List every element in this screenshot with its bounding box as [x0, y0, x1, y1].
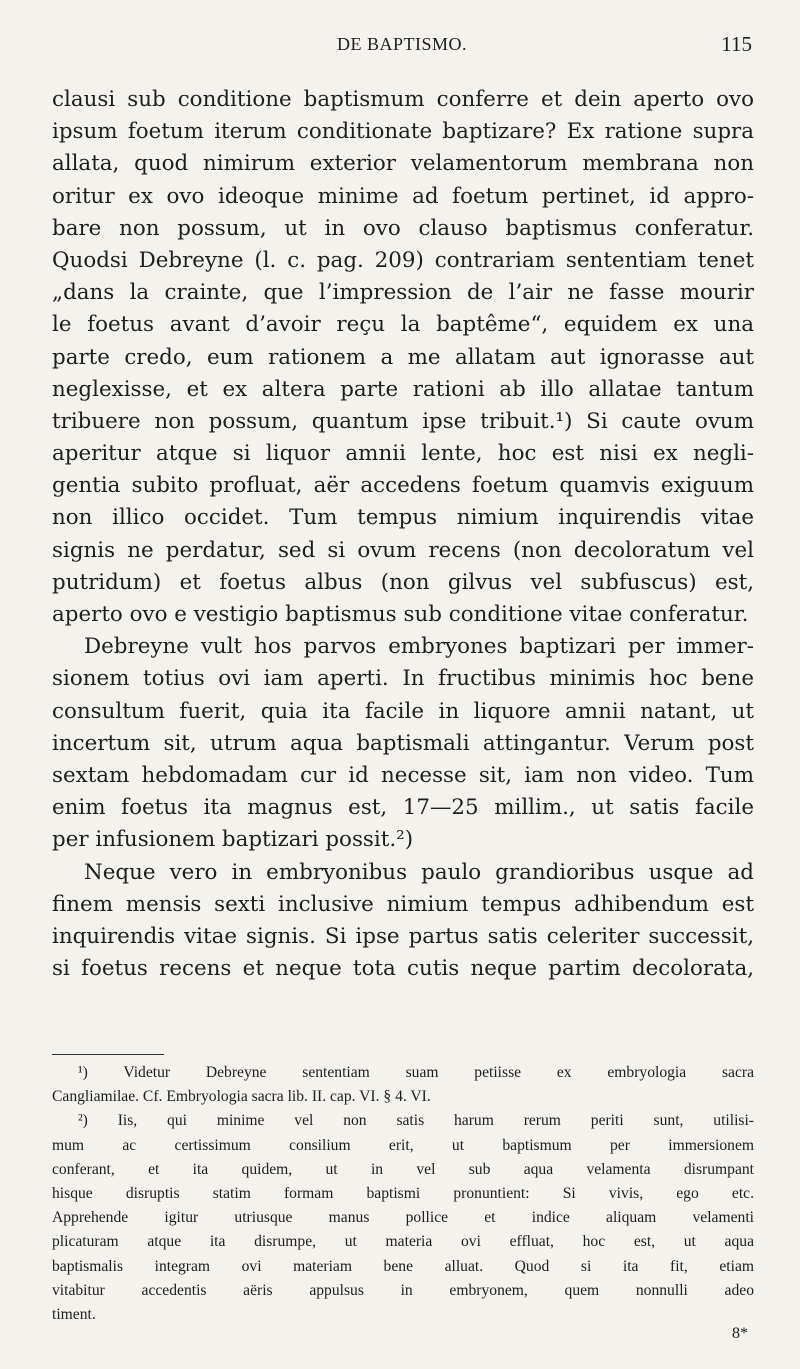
text-line: ipsum foetum iterum conditionate baptizare? Ex ratione supra [52, 119, 754, 145]
text-line: putridum) et foetus albus (non gilvus vel subfuscus) est, [52, 569, 754, 595]
text-line: sionem totius ovi iam aperti. In fructibus minimis hoc bene [52, 666, 754, 692]
text-line: neglexisse, et ex altera parte rationi ab illo allatae tantum [52, 376, 754, 402]
text-line: non illico occidet. Tum tempus nimium inquirendis vitae [52, 505, 754, 531]
text-line: enim foetus ita magnus est, 17—25 millim., ut satis facile [52, 795, 754, 821]
text-line: parte credo, eum rationem a me allatam aut ignorasse aut [52, 344, 754, 370]
text-line: finem mensis sexti inclusive nimium tempus adhibendum est [52, 891, 754, 917]
text-line: incertum sit, utrum aqua baptismali attingantur. Verum post [52, 730, 754, 756]
main-text [52, 84, 754, 985]
footnote-line: hisque disruptis statim formam baptismi pronuntient: Si vivis, ego etc. [52, 1184, 754, 1202]
text-line: tribuere non possum, quantum ipse tribuit.¹) Si caute ovum [52, 408, 754, 434]
text-line: „dans la crainte, que l’impression de l’air ne fasse mourir [52, 280, 754, 306]
text-line: allata, quod nimirum exterior velamentorum membrana non [52, 151, 754, 177]
footnote-line: ¹) Videtur Debreyne sententiam suam petiisse ex embryologia sacra [78, 1064, 754, 1081]
page-number: 115 [721, 32, 752, 56]
footnote-line: Cangliamilae. Cf. Embryologia sacra lib. II. cap. VI. § 4. VI. [52, 1088, 431, 1106]
footnotes [52, 1061, 754, 1327]
footnote-line: baptismalis integram ovi materiam bene alluat. Quod si ita fit, etiam [52, 1257, 754, 1275]
text-line: gentia subito profluat, aër accedens foetum quamvis exiguum [52, 473, 754, 499]
page-header [52, 26, 752, 66]
text-line: signis ne perdatur, sed si ovum recens (non decoloratum vel [52, 537, 754, 563]
footnote-line: timent. [52, 1305, 96, 1323]
text-line: clausi sub conditione baptismum conferre et dein aperto ovo [52, 87, 754, 112]
footnote-rule [52, 1054, 164, 1055]
running-head: DE BAPTISMO. [336, 34, 467, 54]
text-line: inquirendis vitae signis. Si ipse partus satis celeriter successit, [52, 923, 754, 949]
text-line: aperitur atque si liquor amnii lente, hoc est nisi ex negli- [52, 441, 754, 467]
text-line: Quodsi Debreyne (l. c. pag. 209) contrariam sententiam tenet [52, 247, 754, 273]
text-line: si foetus recens et neque tota cutis neque partim decolorata, [52, 956, 754, 982]
text-line: Neque vero in embryonibus paulo grandioribus usque ad [84, 859, 754, 885]
footnote-line: conferant, et ita quidem, ut in vel sub aqua velamenta disrumpant [52, 1160, 754, 1178]
text-line: sextam hebdomadam cur id necesse sit, iam non video. Tum [52, 762, 754, 788]
text-line: oritur ex ovo ideoque minime ad foetum pertinet, id appro- [52, 183, 754, 209]
text-line: bare non possum, ut in ovo clauso baptismus conferatur. [52, 215, 754, 241]
text-line: le foetus avant d’avoir reçu la baptême“, equidem ex una [52, 312, 754, 338]
text-line: consultum fuerit, quia ita facile in liquore amnii natant, ut [52, 698, 754, 724]
footnote-line: Apprehende igitur utriusque manus pollice et indice aliquam velamenti [52, 1209, 754, 1227]
footnote-line: vitabitur accedentis aëris appulsus in embryonem, quem nonnulli adeo [52, 1281, 754, 1299]
signature-mark: 8* [732, 1325, 748, 1342]
text-line: per infusionem baptizari possit.²) [52, 827, 414, 853]
text-line: Debreyne vult hos parvos embryones baptizari per immer- [84, 634, 754, 660]
footnote-line: plicaturam atque ita disrumpe, ut materia ovi effluat, hoc est, ut aqua [52, 1233, 754, 1251]
footnote-line: mum ac certissimum consilium erit, ut baptismum per immersionem [52, 1136, 754, 1154]
footnote-line: ²) Iis, qui minime vel non satis harum rerum periti sunt, utilisi- [78, 1112, 754, 1130]
text-line: aperto ovo e vestigio baptismus sub conditione vitae conferatur. [52, 602, 749, 627]
